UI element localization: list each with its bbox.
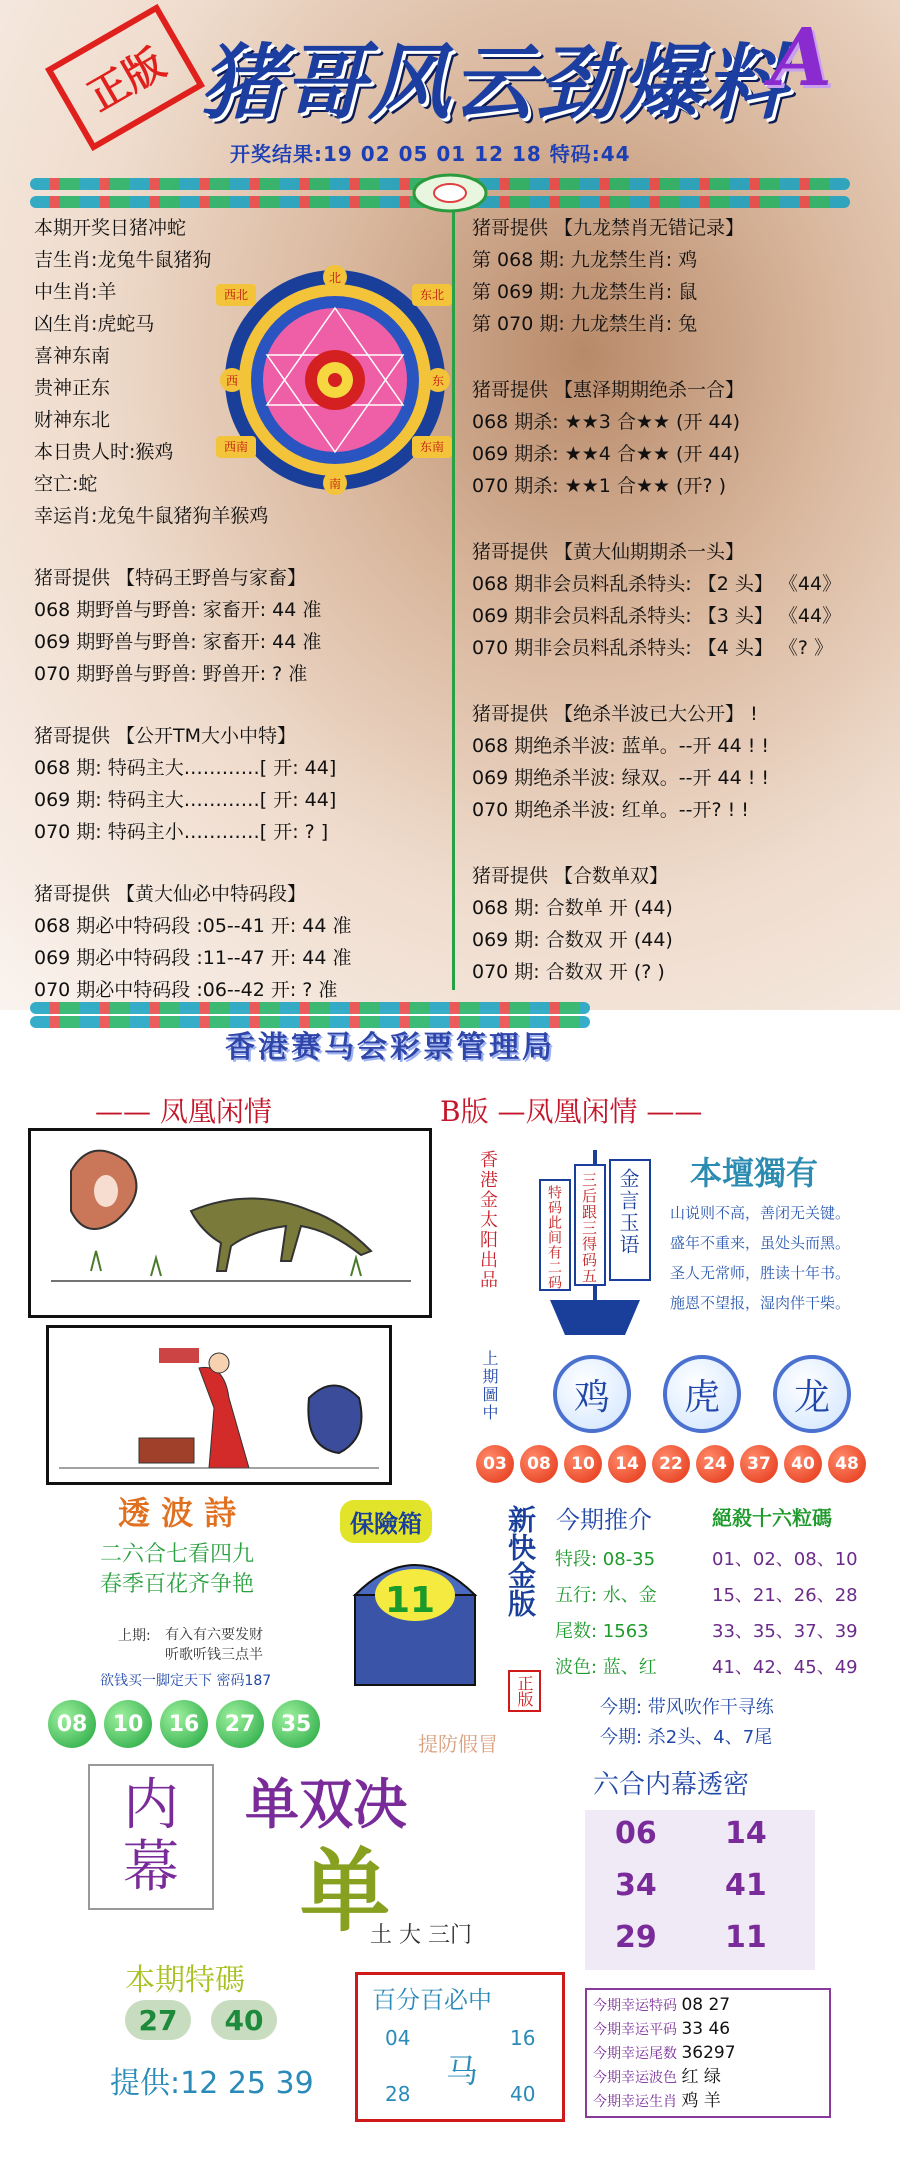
record-line: 068 期: 特码主大…………[ 开: 44] [34, 757, 337, 779]
dan-shuang-title: 单双决 [245, 1772, 407, 1836]
lh-num: 41 [725, 1868, 767, 1903]
poem2-last-label: 上期: [118, 1628, 151, 1644]
record-line: 068 期绝杀半波: 蓝单。--开 44 ! ! [472, 735, 769, 757]
record-line: 068 期: 合数单 开 (44) [472, 897, 673, 919]
lucky-row: 今期幸运尾数 36297 [593, 2043, 736, 2063]
record-line: 069 期必中特码段 :11--47 开: 44 准 [34, 947, 352, 969]
zodiac-ball: 龙 [773, 1355, 851, 1433]
poem2-last [165, 1625, 263, 1665]
poem2-line: 春季百花齐争艳 [100, 1572, 255, 1597]
recommend-title: 今期推介 [556, 1506, 652, 1534]
lucky-row: 今期幸运平码 33 46 [593, 2019, 731, 2039]
cartoon-picture-2 [46, 1325, 392, 1485]
poem-line: 施恩不望报，湿肉伴干柴。 [670, 1294, 851, 1312]
tema-balls [125, 2000, 277, 2040]
recommend-row: 尾数: 1563 [555, 1621, 649, 1642]
almanac-line: 贵神正东 [34, 377, 111, 399]
number-ball: 08 [520, 1445, 558, 1483]
lh-num: 34 [615, 1868, 657, 1903]
lh-grid [585, 1810, 815, 1970]
record-line: 070 期绝杀半波: 红单。--开? ! ! [472, 799, 749, 821]
green-ball: 16 [160, 1700, 208, 1748]
cartoon-picture-1 [28, 1128, 432, 1318]
number-ball: 48 [828, 1445, 866, 1483]
exclusive-title: 本壇獨有 [690, 1154, 819, 1192]
anti-fake-warning: 提防假冒 [418, 1732, 498, 1756]
bfb-num: 40 [510, 2082, 536, 2106]
poem-line: 山说则不高，善闭无关键。 [670, 1204, 851, 1222]
vertical-publisher: 香港金太阳出品 [477, 1150, 498, 1290]
bfb-num: 16 [510, 2026, 536, 2050]
green-ball: 27 [216, 1700, 264, 1748]
wheel-dir-label: 西北 [216, 284, 256, 306]
lh-num: 11 [725, 1920, 767, 1955]
wheel-dir-label: 东南 [412, 436, 452, 458]
emblem-icon [410, 168, 490, 218]
genuine-stamp: 正版 [45, 4, 205, 151]
almanac-line: 空亡:蛇 [34, 473, 98, 495]
record-line: 068 期野兽与野兽: 家畜开: 44 准 [34, 599, 322, 621]
lucky-row: 今期幸运生肖 鸡 羊 [593, 2091, 721, 2111]
result-line: 开奖结果:19 02 05 01 12 18 特码:44 [230, 142, 631, 166]
section-heading: 猪哥提供 【九龙禁肖无错记录】 [472, 217, 745, 239]
lh-title: 六合内幕透密 [593, 1770, 750, 1800]
phoenix-title-left: —— 凤凰闲情 [95, 1095, 272, 1128]
record-line: 070 期杀: ★★1 合★★ (开? ) [472, 475, 726, 497]
record-line: 070 期野兽与野兽: 野兽开: ? 准 [34, 663, 308, 685]
almanac-line: 中生肖:羊 [34, 281, 117, 303]
record-line: 069 期非会员料乱杀特头: 【3 头】 《44》 [472, 605, 842, 627]
green-ball-row [48, 1700, 320, 1748]
section-heading: 猪哥提供 【特码王野兽与家畜】 [34, 567, 307, 589]
kill-row: 41、42、45、49 [712, 1657, 858, 1678]
poem-line: 圣人无常师，胜读十年书。 [670, 1264, 851, 1282]
section-heading: 猪哥提供 【黄大仙必中特码段】 [34, 883, 307, 905]
number-ball: 22 [652, 1445, 690, 1483]
number-ball: 14 [608, 1445, 646, 1483]
bfb-title: 百分百必中 [372, 1986, 492, 2014]
record-line: 第 068 期: 九龙禁生肖: 鸡 [472, 249, 698, 271]
almanac-line: 凶生肖:虎蛇马 [34, 313, 155, 335]
record-line: 069 期: 特码主大…………[ 开: 44] [34, 789, 337, 811]
record-line: 069 期杀: ★★4 合★★ (开 44) [472, 443, 741, 465]
lh-num: 06 [615, 1816, 657, 1851]
scholar-image [49, 1328, 389, 1482]
lh-num: 14 [725, 1816, 767, 1851]
safe-number: 11 [385, 1580, 436, 1621]
bfb-center: 马 [446, 2052, 479, 2090]
tema-ball: 40 [211, 2000, 277, 2040]
wave-divider [30, 1002, 590, 1014]
xk-seal: 正版 [508, 1670, 541, 1712]
poem2-last-line: 听歌听钱三点半 [165, 1647, 263, 1663]
wheel-dir-label: 南 [328, 477, 342, 491]
bfb-num: 04 [385, 2026, 411, 2050]
safe-box-label: 保險箱 [340, 1500, 432, 1543]
number-ball: 24 [696, 1445, 734, 1483]
poem2-lines [100, 1540, 254, 1600]
record-line: 第 069 期: 九龙禁生肖: 鼠 [472, 281, 698, 303]
password-line: 欲钱买一脚定天下 密码187 [100, 1673, 272, 1689]
tema-ball: 27 [125, 2000, 191, 2040]
wheel-dir-label: 东 [431, 374, 445, 388]
number-ball: 03 [476, 1445, 514, 1483]
phoenix-title-right: B版 —凤凰闲情 —— [440, 1095, 703, 1128]
record-line: 070 期非会员料乱杀特头: 【4 头】 《? 》 [472, 637, 834, 659]
recommend-row: 波色: 蓝、红 [555, 1657, 657, 1678]
dan-result: 单 [300, 1838, 390, 1944]
green-ball: 08 [48, 1700, 96, 1748]
column-divider [452, 190, 455, 990]
almanac-line: 幸运肖:龙兔牛鼠猪狗羊猴鸡 [34, 505, 269, 527]
recommend-row: 五行: 水、金 [555, 1585, 657, 1606]
almanac-line: 财神东北 [34, 409, 111, 431]
number-ball: 37 [740, 1445, 778, 1483]
kill-row: 33、35、37、39 [712, 1621, 858, 1642]
record-line: 第 070 期: 九龙禁生肖: 兔 [472, 313, 698, 335]
wheel-dir-label: 西南 [216, 436, 256, 458]
kill-row: 01、02、08、10 [712, 1549, 858, 1570]
poem-block [670, 1198, 850, 1318]
record-line: 069 期绝杀半波: 绿双。--开 44 ! ! [472, 767, 769, 789]
almanac-line: 本期开奖日猪冲蛇 [34, 217, 187, 239]
lucky-box [585, 1988, 831, 2118]
record-line: 070 期: 特码主小…………[ 开: ? ] [34, 821, 329, 843]
page-title: 猪哥风云劲爆料 [200, 35, 788, 131]
provide-line: 提供:12 25 39 [110, 2066, 314, 2101]
record-line: 070 期: 合数双 开 (? ) [472, 961, 665, 983]
record-line: 068 期非会员料乱杀特头: 【2 头】 《44》 [472, 573, 842, 595]
kill-list [712, 1542, 858, 1686]
section-heading: 猪哥提供 【合数单双】 [472, 865, 669, 887]
last-picture-label: 上期圖中 [480, 1350, 499, 1422]
kill-row: 15、21、26、28 [712, 1585, 858, 1606]
poem-line: 盛年不重来，虽处头而黑。 [670, 1234, 851, 1252]
wheel-dir-label: 东北 [412, 284, 452, 306]
lucky-row: 今期幸运特码 08 27 [593, 1995, 731, 2015]
sail-text-left: 特码此间有二码 [546, 1185, 562, 1290]
sail-text-mid: 三后跟三得码五 [580, 1172, 598, 1284]
recommend-list [555, 1542, 657, 1686]
poem2-line: 二六合七看四九 [100, 1542, 255, 1567]
version-badge: A [770, 10, 833, 104]
hk-jockey-title: 香港赛马会彩票管理局 [225, 1030, 555, 1065]
tema-label: 本期特碼 [125, 1963, 245, 1998]
neimu-box: 内幕 [88, 1764, 214, 1910]
wheel-dir-label: 北 [328, 271, 342, 285]
record-line: 070 期必中特码段 :06--42 开: ? 准 [34, 979, 338, 1001]
section-heading: 猪哥提供 【公开TM大小中特】 [34, 725, 297, 747]
number-ball-row [476, 1445, 866, 1483]
kill-title: 絕殺十六粒碼 [712, 1506, 832, 1530]
recommend-row: 特段: 08-35 [555, 1549, 656, 1570]
almanac-line: 本日贵人时:猴鸡 [34, 441, 174, 463]
lizard-rock-image [31, 1131, 429, 1315]
poem2-last-line: 有入有六要发财 [165, 1627, 263, 1643]
lh-num: 29 [615, 1920, 657, 1955]
almanac-line: 吉生肖:龙兔牛鼠猪狗 [34, 249, 212, 271]
record-line: 068 期杀: ★★3 合★★ (开 44) [472, 411, 741, 433]
zodiac-ball: 鸡 [553, 1355, 631, 1433]
record-line: 069 期: 合数双 开 (44) [472, 929, 673, 951]
xk-line2: 今期: 杀2头、4、7尾 [600, 1727, 773, 1748]
record-line: 069 期野兽与野兽: 家畜开: 44 准 [34, 631, 322, 653]
dsj-sub: 土 大 三门 [370, 1923, 472, 1948]
number-ball: 40 [784, 1445, 822, 1483]
bfb-num: 28 [385, 2082, 411, 2106]
xk-title: 新快金版 [504, 1505, 537, 1617]
section-heading: 猪哥提供 【黄大仙期期杀一头】 [472, 541, 745, 563]
section-heading: 猪哥提供 【绝杀半波已大公开】 ! [472, 703, 758, 725]
record-line: 068 期必中特码段 :05--41 开: 44 准 [34, 915, 352, 937]
poem2-title: 透 波 詩 [118, 1494, 237, 1532]
green-ball: 35 [272, 1700, 320, 1748]
number-ball: 10 [564, 1445, 602, 1483]
section-heading: 猪哥提供 【惠泽期期绝杀一合】 [472, 379, 745, 401]
sail-text-right: 金言玉语 [616, 1168, 640, 1256]
right-column [472, 212, 841, 988]
xk-line1: 今期: 带风吹作干寻练 [600, 1697, 774, 1718]
green-ball: 10 [104, 1700, 152, 1748]
wheel-dir-label: 西 [225, 374, 239, 388]
zodiac-ball: 虎 [663, 1355, 741, 1433]
lucky-row: 今期幸运波色 红 绿 [593, 2067, 721, 2087]
almanac-line: 喜神东南 [34, 345, 111, 367]
